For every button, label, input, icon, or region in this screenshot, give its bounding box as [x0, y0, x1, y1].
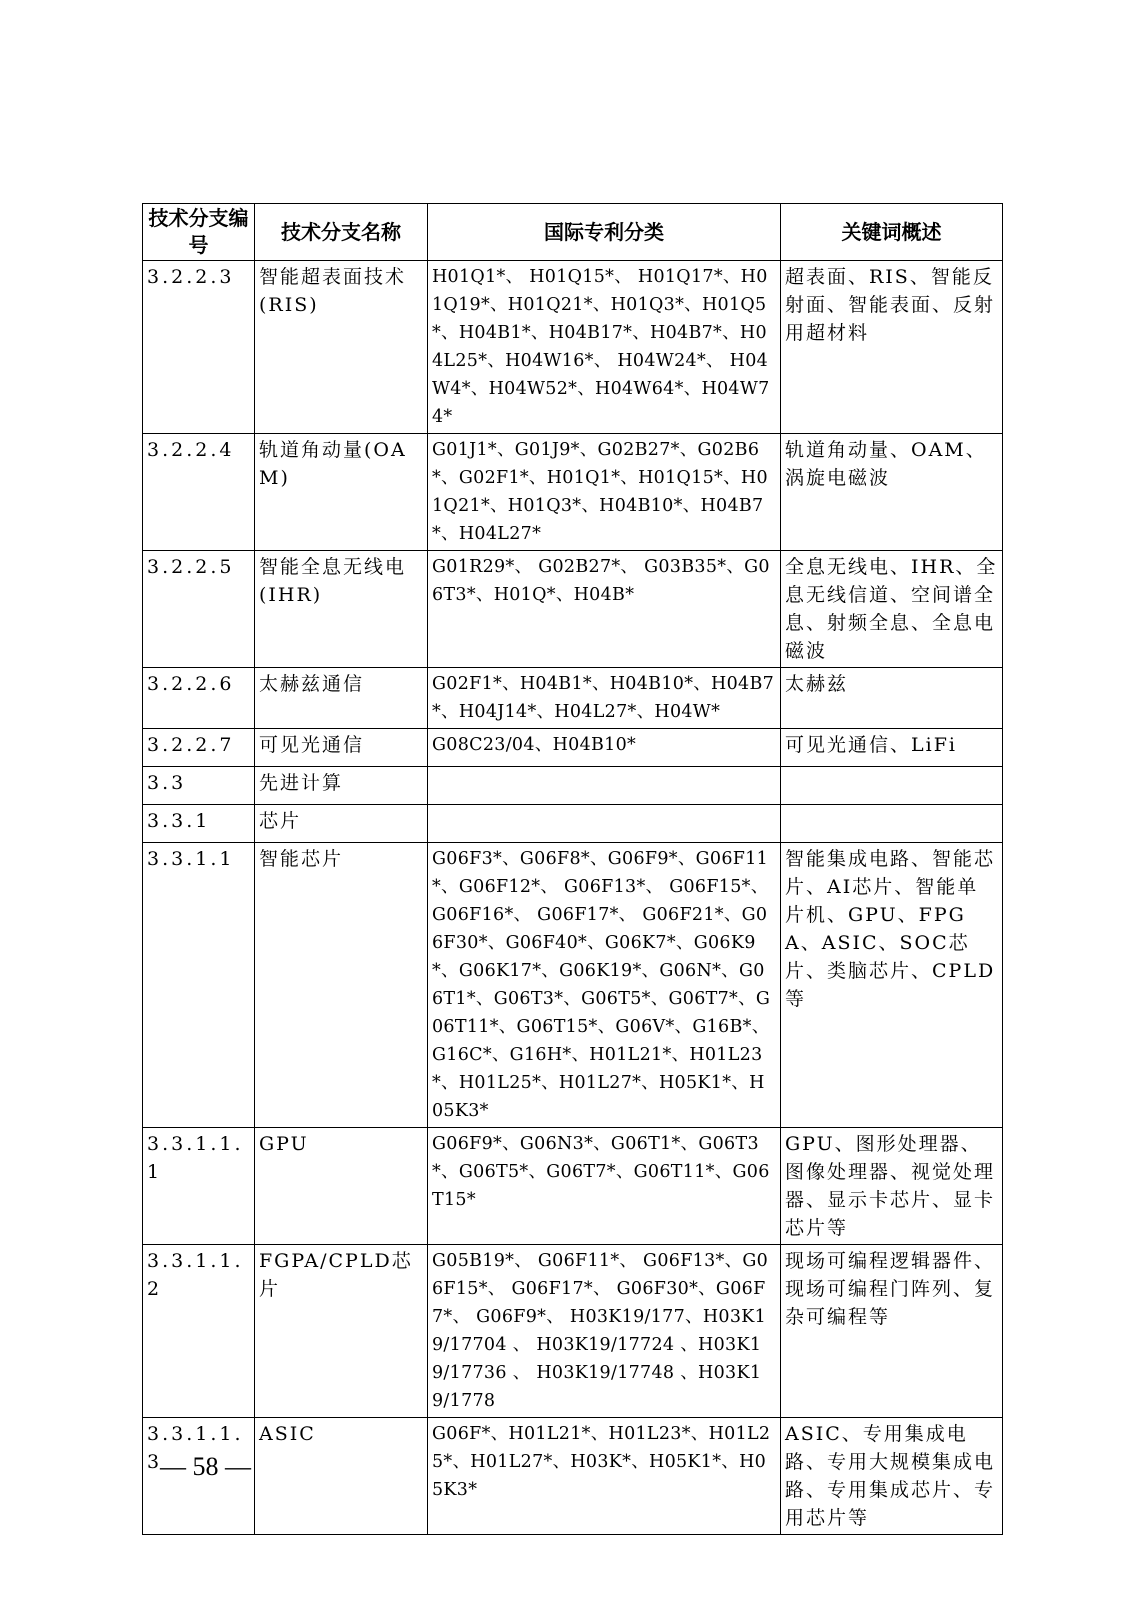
keywords: 现场可编程逻辑器件、现场可编程门阵列、复杂可编程等	[781, 1245, 1003, 1418]
branch-name: 芯片	[255, 805, 428, 843]
keywords	[781, 767, 1003, 805]
branch-name: ASIC	[255, 1418, 428, 1535]
branch-name: 轨道角动量(OAM)	[255, 434, 428, 551]
branch-name: 可见光通信	[255, 729, 428, 767]
ipc-codes: G06F*、H01L21*、H01L23*、H01L25*、H01L27*、H03K*、H05K1*、H05K3*	[428, 1418, 781, 1535]
branch-code: 3.3.1.1	[143, 843, 255, 1128]
branch-code: 3.3.1.1.2	[143, 1245, 255, 1418]
table-row	[143, 1245, 1003, 1418]
ipc-codes: H01Q1*、 H01Q15*、 H01Q17*、H01Q19*、H01Q21*、H01Q3*、H01Q5*、H04B1*、H04B17*、H04B7*、H04L25*、H04W16*、 H04W24*、 H04W4*、H04W52*、H04W64*、H04W74*	[428, 261, 781, 434]
branch-name: 太赫兹通信	[255, 668, 428, 729]
keywords: 可见光通信、LiFi	[781, 729, 1003, 767]
table-row	[143, 668, 1003, 729]
table-row	[143, 1418, 1003, 1535]
table-row	[143, 551, 1003, 668]
header-branch-name: 技术分支名称	[255, 204, 428, 261]
keywords: 太赫兹	[781, 668, 1003, 729]
header-branch-code: 技术分支编号	[143, 204, 255, 261]
table-header-row	[143, 204, 1003, 261]
branch-code: 3.3.1.1.3	[143, 1418, 255, 1535]
table-row	[143, 843, 1003, 1128]
keywords: 智能集成电路、智能芯片、AI芯片、智能单片机、GPU、FPGA、ASIC、SOC芯片、类脑芯片、CPLD等	[781, 843, 1003, 1128]
branch-name: 智能全息无线电(IHR)	[255, 551, 428, 668]
ipc-codes: G05B19*、 G06F11*、 G06F13*、G06F15*、 G06F17*、 G06F30*、G06F7*、 G06F9*、 H03K19/177、H03K19/17704 、 H03K19/17724 、H03K19/17736 、 H03K19/17748 、H03K19/1778	[428, 1245, 781, 1418]
branch-code: 3.3.1.1.1	[143, 1128, 255, 1245]
branch-name: GPU	[255, 1128, 428, 1245]
table-row	[143, 767, 1003, 805]
ipc-codes: G01J1*、G01J9*、G02B27*、G02B6*、G02F1*、H01Q1*、H01Q15*、H01Q21*、H01Q3*、H04B10*、H04B7*、H04L27*	[428, 434, 781, 551]
keywords	[781, 805, 1003, 843]
branch-code: 3.2.2.5	[143, 551, 255, 668]
branch-code: 3.2.2.3	[143, 261, 255, 434]
table-row	[143, 729, 1003, 767]
branch-name: FGPA/CPLD芯片	[255, 1245, 428, 1418]
header-keywords: 关键词概述	[781, 204, 1003, 261]
table-row	[143, 805, 1003, 843]
branch-code: 3.3	[143, 767, 255, 805]
table-row	[143, 261, 1003, 434]
table-row	[143, 434, 1003, 551]
keywords: 全息无线电、IHR、全息无线信道、空间谱全息、射频全息、全息电磁波	[781, 551, 1003, 668]
ipc-codes: G06F9*、G06N3*、G06T1*、G06T3*、G06T5*、G06T7*、G06T11*、G06T15*	[428, 1128, 781, 1245]
keywords: GPU、图形处理器、图像处理器、视觉处理器、显示卡芯片、显卡芯片等	[781, 1128, 1003, 1245]
ipc-codes: G02F1*、H04B1*、H04B10*、H04B7*、H04J14*、H04L27*、H04W*	[428, 668, 781, 729]
branch-code: 3.2.2.7	[143, 729, 255, 767]
ipc-codes: G06F3*、G06F8*、G06F9*、G06F11*、G06F12*、 G06F13*、 G06F15*、G06F16*、 G06F17*、 G06F21*、G06F30*、G06F40*、G06K7*、G06K9*、G06K17*、G06K19*、G06N*、G06T1*、G06T3*、G06T5*、G06T7*、G06T11*、G06T15*、G06V*、G16B*、G16C*、G16H*、H01L21*、H01L23*、H01L25*、H01L27*、H05K1*、H05K3*	[428, 843, 781, 1128]
ipc-codes	[428, 767, 781, 805]
branch-name: 智能芯片	[255, 843, 428, 1128]
keywords: 轨道角动量、OAM、涡旋电磁波	[781, 434, 1003, 551]
page-number: — 58 —	[160, 1452, 251, 1481]
keywords: 超表面、RIS、智能反射面、智能表面、反射用超材料	[781, 261, 1003, 434]
table-row	[143, 1128, 1003, 1245]
branch-name: 智能超表面技术(RIS)	[255, 261, 428, 434]
ipc-codes: G01R29*、 G02B27*、 G03B35*、G06T3*、H01Q*、H04B*	[428, 551, 781, 668]
ipc-codes	[428, 805, 781, 843]
ipc-codes: G08C23/04、H04B10*	[428, 729, 781, 767]
header-ipc: 国际专利分类	[428, 204, 781, 261]
keywords: ASIC、专用集成电路、专用大规模集成电路、专用集成芯片、专用芯片等	[781, 1418, 1003, 1535]
branch-name: 先进计算	[255, 767, 428, 805]
branch-code: 3.3.1	[143, 805, 255, 843]
branch-code: 3.2.2.6	[143, 668, 255, 729]
classification-table	[142, 203, 1003, 1535]
branch-code: 3.2.2.4	[143, 434, 255, 551]
